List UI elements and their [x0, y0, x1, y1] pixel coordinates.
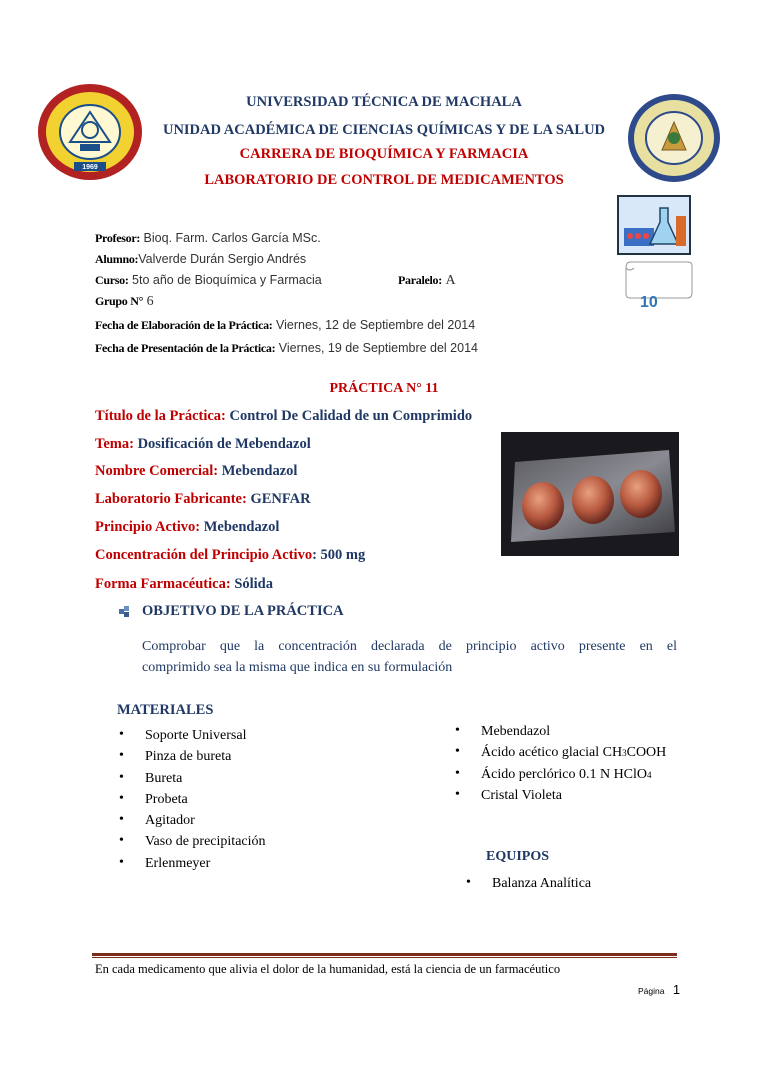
list-item: • Mebendazol	[455, 724, 666, 745]
fecha-presentacion-label: Fecha de Presentación de la Práctica:	[95, 341, 276, 355]
tablet-blister-photo	[501, 432, 679, 556]
alumno-value: Valverde Durán Sergio Andrés	[138, 252, 307, 266]
list-item: • Erlenmeyer	[119, 856, 266, 877]
objective-line-2: comprimido sea la misma que indica en su formulación	[142, 660, 453, 675]
laboratorio-label: Laboratorio Fabricante:	[95, 491, 247, 507]
materials-list-right	[455, 724, 666, 809]
forma-value: Sólida	[234, 576, 273, 592]
page-indicator	[638, 981, 680, 999]
materials-list-left	[119, 728, 266, 877]
tema-value: Dosificación de Mebendazol	[137, 436, 311, 452]
career-name: CARRERA DE BIOQUÍMICA Y FARMACIA	[239, 146, 529, 162]
list-item: • Agitador	[119, 813, 266, 834]
list-item: • Ácido acético glacial CH3COOH	[455, 745, 666, 766]
tema-line	[95, 436, 311, 453]
profesor-line	[95, 231, 321, 246]
list-item: • Balanza Analítica	[466, 876, 591, 897]
objective-heading: OBJETIVO DE LA PRÁCTICA	[142, 603, 344, 619]
principio-line	[95, 519, 279, 536]
list-item: • Ácido perclórico 0.1 N HClO4	[455, 767, 666, 788]
concentracion-value: : 500 mg	[312, 547, 366, 563]
objective-line-1: Comprobar que la concentración declarada de principio activo presente en el	[142, 639, 677, 654]
titulo-label: Título de la Práctica:	[95, 408, 226, 424]
alumno-line	[95, 252, 306, 267]
list-item: • Bureta	[119, 771, 266, 792]
forma-line	[95, 576, 273, 593]
grupo-label: Grupo N°	[95, 294, 144, 308]
nombre-comercial-value: Mebendazol	[221, 463, 298, 479]
fecha-elaboracion-value: Viernes, 12 de Septiembre del 2014	[275, 318, 476, 332]
titulo-line	[95, 408, 472, 425]
concentracion-label: Concentración del Principio Activo	[95, 547, 313, 563]
paralelo-label: Paralelo:	[398, 273, 442, 287]
profesor-label: Profesor:	[95, 231, 141, 245]
nombre-comercial-line	[95, 463, 297, 480]
grupo-line	[95, 294, 154, 310]
fecha-presentacion-value: Viernes, 19 de Septiembre del 2014	[278, 341, 478, 355]
grade-value: 10	[640, 294, 658, 311]
laboratorio-line	[95, 491, 311, 508]
list-item: • Pinza de bureta	[119, 749, 266, 770]
fecha-elaboracion-label: Fecha de Elaboración de la Práctica:	[95, 318, 273, 332]
principio-label: Principio Activo:	[95, 519, 201, 535]
footer-rule	[92, 953, 677, 956]
footer-rule-thin	[92, 957, 677, 958]
academic-unit: UNIDAD ACADÉMICA DE CIENCIAS QUÍMICAS Y DE LA SALUD	[162, 122, 606, 138]
alumno-label: Alumno:	[95, 252, 139, 266]
laboratorio-value: GENFAR	[250, 491, 311, 507]
list-item: • Vaso de precipitación	[119, 834, 266, 855]
equipment-heading: EQUIPOS	[486, 849, 550, 864]
objective-bullet-icon	[118, 604, 132, 618]
list-item: • Cristal Violeta	[455, 788, 666, 809]
materials-heading: MATERIALES	[117, 702, 214, 718]
footer-motto: En cada medicamento que alivia el dolor de la humanidad, está la ciencia de un farmacéutico	[95, 962, 561, 976]
curso-line	[95, 273, 322, 288]
fecha-elaboracion-line	[95, 318, 475, 333]
grupo-value: 6	[146, 294, 154, 309]
titulo-value: Control De Calidad de un Comprimido	[229, 408, 473, 424]
profesor-value: Bioq. Farm. Carlos García MSc.	[143, 231, 321, 245]
concentracion-line	[95, 547, 365, 564]
grade-scroll	[622, 258, 694, 300]
list-item: • Soporte Universal	[119, 728, 266, 749]
page-label: Página	[638, 986, 665, 996]
fecha-presentacion-line	[95, 341, 478, 356]
nombre-comercial-label: Nombre Comercial:	[95, 463, 219, 479]
curso-label: Curso:	[95, 273, 129, 287]
tema-label: Tema:	[95, 436, 134, 452]
principio-value: Mebendazol	[203, 519, 280, 535]
lab-illustration	[616, 194, 692, 256]
practice-number: PRÁCTICA N° 11	[329, 381, 439, 396]
equipment-list	[466, 876, 591, 897]
paralelo-line	[398, 273, 456, 289]
curso-value: 5to año de Bioquímica y Farmacia	[132, 273, 322, 287]
page-number: 1	[672, 982, 681, 997]
university-name: UNIVERSIDAD TÉCNICA DE MACHALA	[246, 94, 522, 110]
paralelo-value: A	[445, 273, 456, 288]
forma-label: Forma Farmacéutica:	[95, 576, 231, 592]
laboratory-name: LABORATORIO DE CONTROL DE MEDICAMENTOS	[204, 172, 564, 188]
list-item: • Probeta	[119, 792, 266, 813]
svg-text:1969: 1969	[82, 164, 98, 171]
